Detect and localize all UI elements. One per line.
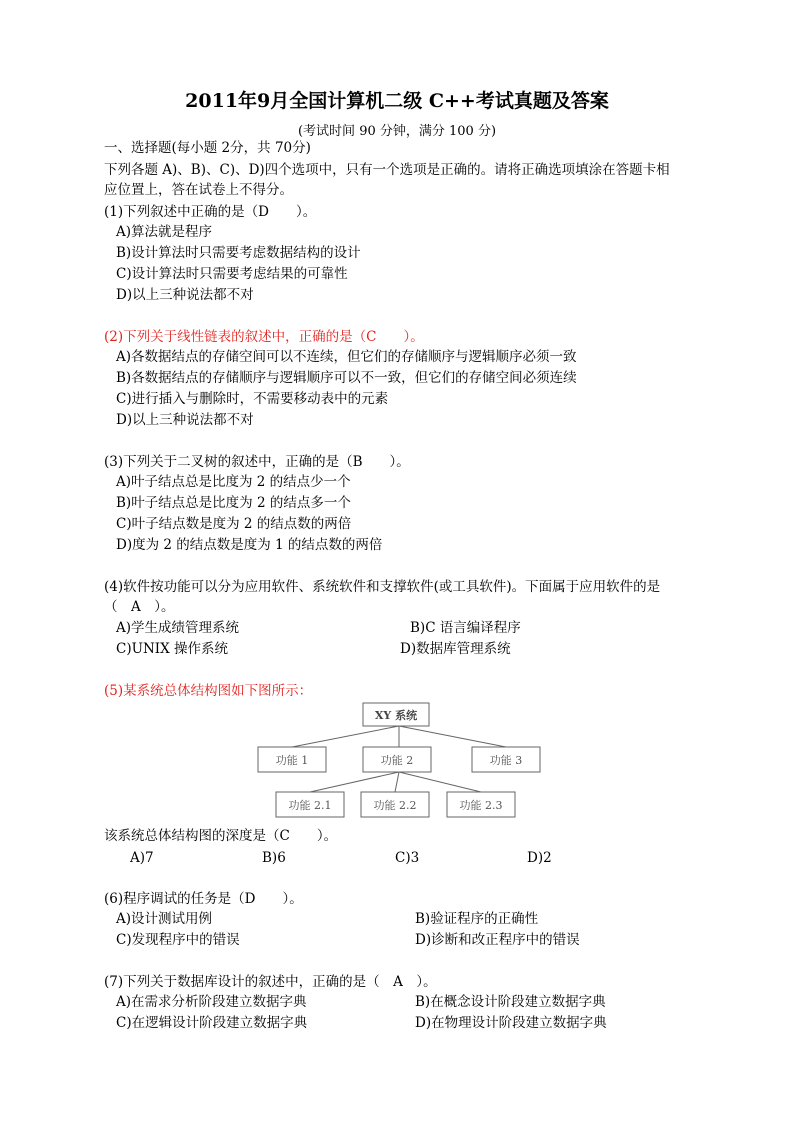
page-title: 2011年9月全国计算机二级 C++考试真题及答案 — [185, 90, 609, 112]
question-1-option-c: C)设计算法时只需要考虑结果的可靠性 — [116, 266, 348, 282]
question-3-option-a: A)叶子结点总是比度为 2 的结点少一个 — [116, 474, 351, 490]
question-7-stem: (7)下列关于数据库设计的叙述中，正确的是（ A ）。 — [104, 974, 437, 990]
question-2-option-a: A)各数据结点的存储空间可以不连续，但它们的存储顺序与逻辑顺序必须一致 — [116, 349, 577, 365]
question-4-option-d: D)数据库管理系统 — [400, 641, 511, 657]
diagram-level1-label-3: 功能 3 — [489, 754, 523, 767]
question-5-option-c: C)3 — [395, 850, 420, 866]
instruction-line-2: 应位置上，答在试卷上不得分。 — [104, 182, 293, 198]
question-1-option-d: D)以上三种说法都不对 — [116, 287, 254, 303]
question-5-option-d: D)2 — [527, 850, 552, 866]
question-7-option-b: B)在概念设计阶段建立数据字典 — [415, 994, 606, 1010]
diagram-level2-label-3: 功能 2.3 — [459, 799, 503, 812]
diagram-level2-label-1: 功能 2.1 — [288, 799, 332, 812]
diagram-level1-label-1: 功能 1 — [275, 754, 309, 767]
page-subtitle: (考试时间 90 分钟，满分 100 分) — [297, 124, 497, 139]
question-6-option-d: D)诊断和改正程序中的错误 — [415, 932, 580, 948]
question-2-option-d: D)以上三种说法都不对 — [116, 412, 254, 428]
question-4-stem: (4)软件按功能可以分为应用软件、系统软件和支撑软件(或工具软件)。下面属于应用软件的是 — [104, 579, 661, 595]
question-5-stem-continued: 该系统总体结构图的深度是（C ）。 — [104, 828, 338, 844]
question-1-stem: (1)下列叙述中正确的是（D ）。 — [104, 204, 317, 220]
question-3-option-b: B)叶子结点总是比度为 2 的结点多一个 — [116, 495, 351, 511]
question-4-option-c: C)UNIX 操作系统 — [116, 641, 229, 657]
question-2-option-b: B)各数据结点的存储顺序与逻辑顺序可以不一致，但它们的存储空间必须连续 — [116, 370, 577, 386]
system-structure-diagram — [254, 700, 544, 824]
question-6-stem: (6)程序调试的任务是（D ）。 — [104, 891, 303, 907]
diagram-level1-label-2: 功能 2 — [380, 754, 414, 767]
diagram-root-label: XY 系统 — [374, 709, 418, 722]
question-4-option-b: B)C 语言编译程序 — [410, 620, 521, 636]
instruction-line-1: 下列各题 A)、B)、C)、D)四个选项中，只有一个选项是正确的。请将正确选项填涂在答题卡相 — [104, 162, 670, 178]
question-5-stem: (5)某系统总体结构图如下图所示： — [104, 683, 313, 699]
question-4-stem-continued: （ A ）。 — [104, 599, 175, 615]
diagram-level2-label-2: 功能 2.2 — [373, 799, 417, 812]
question-1-option-a: A)算法就是程序 — [116, 224, 213, 240]
question-7-option-d: D)在物理设计阶段建立数据字典 — [415, 1015, 607, 1031]
question-5-option-a: A)7 — [130, 850, 154, 866]
question-6-option-a: A)设计测试用例 — [116, 911, 213, 927]
question-6-option-b: B)验证程序的正确性 — [415, 911, 539, 927]
question-4-option-a: A)学生成绩管理系统 — [116, 620, 240, 636]
question-5-option-b: B)6 — [262, 850, 286, 866]
question-3-option-d: D)度为 2 的结点数是度为 1 的结点数的两倍 — [116, 537, 383, 553]
question-3-stem: (3)下列关于二叉树的叙述中，正确的是（B ）。 — [104, 454, 410, 470]
question-2-stem: (2)下列关于线性链表的叙述中，正确的是（C ）。 — [104, 329, 424, 345]
question-7-option-a: A)在需求分析阶段建立数据字典 — [116, 994, 307, 1010]
section-heading: 一、选择题(每小题 2分，共 70分) — [104, 140, 311, 156]
question-2-option-c: C)进行插入与删除时，不需要移动表中的元素 — [116, 391, 389, 407]
question-7-option-c: C)在逻辑设计阶段建立数据字典 — [116, 1015, 308, 1031]
question-6-option-c: C)发现程序中的错误 — [116, 932, 240, 948]
question-1-option-b: B)设计算法时只需要考虑数据结构的设计 — [116, 245, 361, 261]
question-3-option-c: C)叶子结点数是度为 2 的结点数的两倍 — [116, 516, 352, 532]
